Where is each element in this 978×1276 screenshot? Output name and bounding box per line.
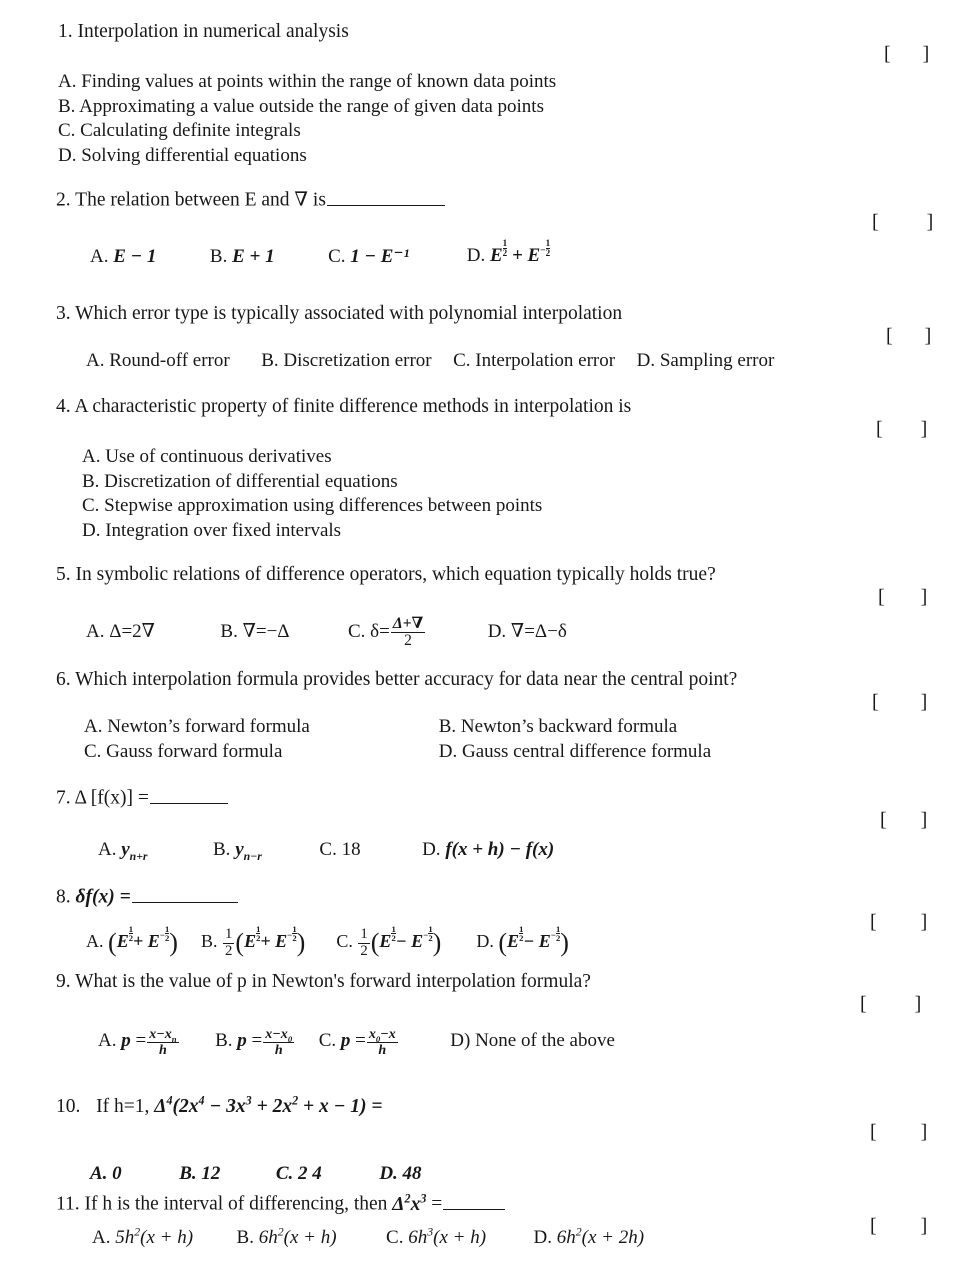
question-7 (56, 786, 946, 862)
question-7-answer-bracket[interactable] (860, 786, 927, 855)
exponent-one-half: $\frac{1}{2}$ (428, 923, 433, 944)
question-10-option-c[interactable]: C. 2 4 (275, 1162, 322, 1184)
question-8-options (56, 925, 946, 960)
paren-open: ( (498, 927, 508, 957)
question-8-option-b[interactable]: B. $\frac{1}{2}$ (E $\frac{1}{2}$ + E− $\frac{1}{2}$ ) (200, 923, 306, 959)
bracket-close: ] (920, 1121, 928, 1143)
bracket-close: ] (924, 325, 932, 347)
paren-open: ( (235, 927, 245, 957)
question-3-option-c[interactable]: C. Interpolation error (453, 349, 616, 371)
bracket-open: [ (872, 691, 879, 713)
question-8 (56, 885, 946, 959)
question-8-answer-bracket[interactable] (850, 888, 927, 957)
exponent-one-half: $\frac{1}{2}$ (502, 237, 508, 258)
question-11-option-c[interactable]: C. $6h^3(x + h)$ (386, 1225, 487, 1248)
question-1-answer-bracket[interactable] (864, 20, 929, 89)
question-6-answer-bracket[interactable] (852, 668, 927, 737)
question-8-stem (56, 885, 946, 911)
question-6-option-c[interactable]: C. Gauss forward formula (84, 740, 283, 762)
question-7-option-c[interactable]: C. 18 (319, 838, 361, 860)
fraction: $\frac{x-x_0}{h}$ (265, 1025, 293, 1058)
bracket-close: ] (920, 418, 928, 440)
question-5-answer-bracket[interactable] (858, 563, 927, 632)
question-3-number: 3. (56, 303, 71, 324)
bracket-close: ] (914, 993, 922, 1015)
question-1-option-d[interactable]: D. Solving differential equations (58, 145, 307, 167)
question-3-options (56, 349, 946, 374)
bracket-open: [ (884, 43, 891, 65)
question-8-option-a[interactable]: A. (E $\frac{1}{2}$ + E− $\frac{1}{2}$ ) (86, 923, 178, 957)
minus-exponent-sign: − (550, 930, 556, 941)
bracket-close: ] (920, 911, 928, 933)
question-10-stem (56, 1095, 946, 1120)
question-8-option-c[interactable]: C. $\frac{1}{2}$ (E $\frac{1}{2}$ − E− $\frac{1}{2}$ ) (336, 923, 442, 959)
bracket-open: [ (880, 809, 887, 831)
question-9-text: What is the value of p in Newton's forward interpolation formula? (75, 971, 591, 992)
question-11-option-a[interactable]: A. $5h^2(x + h)$ (92, 1225, 194, 1248)
question-9-number: 9. (56, 971, 71, 992)
question-6-row-2 (84, 740, 946, 765)
fraction: $\frac{x_0-x}{h}$ (368, 1025, 396, 1058)
paren-open: ( (370, 927, 380, 957)
question-2-option-d[interactable]: D. E $\frac{1}{2}$ + E− $\frac{1}{2}$ (466, 237, 551, 267)
fraction-delta-plus-nabla-over-two: $\frac{\Delta+\nabla}{2}$ (392, 614, 424, 650)
bracket-close: ] (920, 691, 928, 713)
question-10-option-d[interactable]: D. 48 (379, 1162, 422, 1184)
exponent-one-half: $\frac{1}{2}$ (128, 923, 134, 944)
question-6 (56, 668, 946, 764)
bracket-open: [ (860, 993, 867, 1015)
question-11-option-b[interactable]: B. $6h^2(x + h)$ (236, 1225, 337, 1248)
question-2-option-b[interactable]: B. E + 1 (209, 245, 275, 267)
question-4-stem (56, 395, 946, 420)
exponent-one-half: $\frac{1}{2}$ (545, 237, 551, 258)
question-6-option-b[interactable]: B. Newton’s backward formula (438, 715, 678, 737)
question-4-number: 4. (56, 396, 71, 417)
answer-blank[interactable] (150, 786, 228, 804)
question-9-stem (56, 970, 946, 995)
minus-exponent-sign: − (423, 930, 429, 941)
question-6-row-1 (84, 715, 946, 740)
question-5-option-c[interactable]: C. δ= $\frac{\Delta+\nabla}{2}$ (347, 614, 424, 650)
answer-blank[interactable] (327, 188, 445, 206)
question-4-option-a[interactable]: A. Use of continuous derivatives (82, 445, 332, 467)
question-2-stem (56, 188, 946, 214)
question-3-answer-bracket[interactable] (866, 302, 931, 371)
question-7-text: Δ [f(x)] = (74, 787, 149, 809)
question-10-options (56, 1162, 946, 1187)
question-2-answer-bracket[interactable] (852, 188, 933, 257)
question-6-number: 6. (56, 669, 71, 690)
question-4-option-d[interactable]: D. Integration over fixed intervals (82, 520, 342, 542)
minus-exponent-sign: − (540, 245, 546, 256)
question-4-answer-bracket[interactable] (856, 395, 927, 464)
question-9 (56, 970, 946, 1057)
question-4 (56, 395, 946, 544)
question-7-options (56, 838, 946, 863)
question-3-option-a[interactable]: A. Round-off error (86, 349, 230, 371)
question-10-option-b[interactable]: B. 12 (179, 1162, 221, 1184)
question-8-option-d[interactable]: D. (E $\frac{1}{2}$ − E− $\frac{1}{2}$ ) (476, 923, 569, 957)
question-5-text: In symbolic relations of difference operators, which equation typically holds true? (75, 564, 716, 585)
question-3-stem (56, 302, 946, 327)
paren-close: ) (296, 927, 306, 957)
question-9-option-a[interactable]: A. p = $\frac{x-x_n}{h}$ (98, 1025, 177, 1058)
fraction-one-half: $\frac{1}{2}$ (360, 926, 368, 959)
question-1-number: 1. (58, 21, 73, 42)
question-8-text: δf(x) = (75, 886, 131, 908)
question-11 (56, 1192, 946, 1250)
question-5 (56, 563, 946, 650)
question-10-answer-bracket[interactable] (850, 1098, 927, 1167)
question-11-expression: $\Delta^2x^3$ (392, 1191, 427, 1215)
question-5-option-d[interactable]: D. ∇=Δ−δ (487, 620, 567, 642)
question-4-text: A characteristic property of finite difference methods in interpolation is (74, 396, 632, 417)
question-1-stem (58, 20, 948, 45)
question-7-option-d[interactable]: D. f(x + h) − f(x) (422, 838, 555, 860)
question-7-option-a[interactable]: A. $y_{n+r}$ (98, 838, 148, 863)
question-11-text: If h is the interval of differencing, then (84, 1193, 388, 1215)
question-4-option-b[interactable]: B. Discretization of differential equations (82, 470, 398, 492)
exponent-one-half: $\frac{1}{2}$ (256, 923, 261, 944)
fraction: $\frac{x-x_n}{h}$ (149, 1025, 177, 1058)
question-9-options (56, 1027, 946, 1058)
question-11-options (56, 1226, 946, 1251)
paren-close: ) (560, 927, 569, 957)
minus-exponent-sign: − (159, 930, 165, 941)
bracket-open: [ (870, 911, 877, 933)
question-5-option-b[interactable]: B. ∇=−Δ (220, 620, 289, 642)
exponent-one-half: $\frac{1}{2}$ (555, 923, 561, 944)
bracket-open: [ (870, 1121, 877, 1143)
question-1-option-b[interactable]: B. Approximating a value outside the range of given data points (58, 95, 544, 117)
question-6-option-a[interactable]: A. Newton’s forward formula (84, 715, 310, 737)
question-6-stem (56, 668, 946, 693)
bracket-close: ] (920, 809, 928, 831)
exponent-one-half: $\frac{1}{2}$ (391, 923, 396, 944)
question-11-number: 11. (56, 1193, 80, 1215)
question-10-text: If h=1, (96, 1096, 150, 1117)
question-7-number: 7. (56, 787, 71, 809)
question-10 (56, 1095, 946, 1187)
question-2-number: 2. (56, 189, 71, 211)
bracket-open: [ (876, 418, 883, 440)
minus-exponent-sign: − (287, 930, 293, 941)
question-2-option-a[interactable]: A. E − 1 (90, 245, 157, 267)
question-7-stem (56, 786, 946, 812)
question-1-option-c[interactable]: C. Calculating definite integrals (58, 120, 301, 142)
fraction-one-half: $\frac{1}{2}$ (224, 926, 233, 959)
question-1 (58, 20, 948, 169)
question-3 (56, 302, 946, 374)
question-10-number: 10. (56, 1096, 81, 1117)
question-4-option-c[interactable]: C. Stepwise approximation using differences between points (82, 495, 543, 517)
question-5-option-a[interactable]: A. Δ=2∇ (86, 620, 155, 642)
question-2-text: The relation between E and ∇ is (75, 189, 326, 211)
question-1-text: Interpolation in numerical analysis (77, 21, 349, 42)
bracket-open: [ (872, 211, 879, 233)
bracket-open: [ (870, 1215, 877, 1237)
answer-blank[interactable] (132, 885, 238, 903)
question-10-option-a[interactable]: A. 0 (90, 1162, 122, 1184)
question-2-options (56, 239, 946, 269)
bracket-close: ] (926, 211, 934, 233)
bracket-open: [ (886, 325, 893, 347)
question-11-stem: 11. If h is the interval of differencing, then $\Delta^2x^3$ = (56, 1192, 946, 1218)
question-5-options (56, 616, 946, 650)
question-9-option-d[interactable]: D) None of the above (450, 1030, 615, 1051)
question-3-text: Which error type is typically associated with polynomial interpolation (75, 303, 623, 324)
question-2 (56, 188, 946, 269)
question-8-number: 8. (56, 886, 71, 908)
question-6-option-d[interactable]: D. Gauss central difference formula (438, 740, 712, 762)
question-6-text: Which interpolation formula provides better accuracy for data near the central point? (75, 669, 738, 690)
bracket-close: ] (920, 1215, 928, 1237)
question-3-option-b[interactable]: B. Discretization error (261, 349, 432, 371)
exponent-one-half: $\frac{1}{2}$ (292, 923, 297, 944)
question-11-option-d[interactable]: D. $6h^2(x + 2h)$ (533, 1225, 645, 1248)
answer-blank[interactable] (443, 1192, 505, 1210)
paren-close: ) (432, 927, 442, 957)
question-5-number: 5. (56, 564, 71, 585)
bracket-close: ] (920, 586, 928, 608)
bracket-close: ] (922, 43, 930, 65)
question-7-option-b[interactable]: B. $y_{n-r}$ (213, 838, 262, 863)
question-1-option-a[interactable]: A. Finding values at points within the range of known data points (58, 70, 557, 92)
exponent-one-half: $\frac{1}{2}$ (164, 923, 170, 944)
question-3-option-d[interactable]: D. Sampling error (636, 349, 775, 371)
question-9-option-c[interactable]: C. p = $\frac{x_0-x}{h}$ (318, 1025, 396, 1058)
question-2-option-c[interactable]: C. 1 − E⁻¹ (328, 245, 410, 267)
bracket-open: [ (878, 586, 885, 608)
question-11-answer-bracket[interactable] (850, 1192, 927, 1261)
paren-close: ) (169, 927, 178, 957)
paren-open: ( (108, 927, 117, 957)
question-9-answer-bracket[interactable] (840, 970, 921, 1039)
exponent-one-half: $\frac{1}{2}$ (519, 923, 524, 944)
question-5-stem (56, 563, 946, 588)
question-10-expression: $\Delta^4(2x^4 - 3x^3 + 2x^2 + x - 1)$ = (154, 1093, 383, 1117)
question-9-option-b[interactable]: B. p = $\frac{x-x_0}{h}$ (215, 1025, 293, 1058)
